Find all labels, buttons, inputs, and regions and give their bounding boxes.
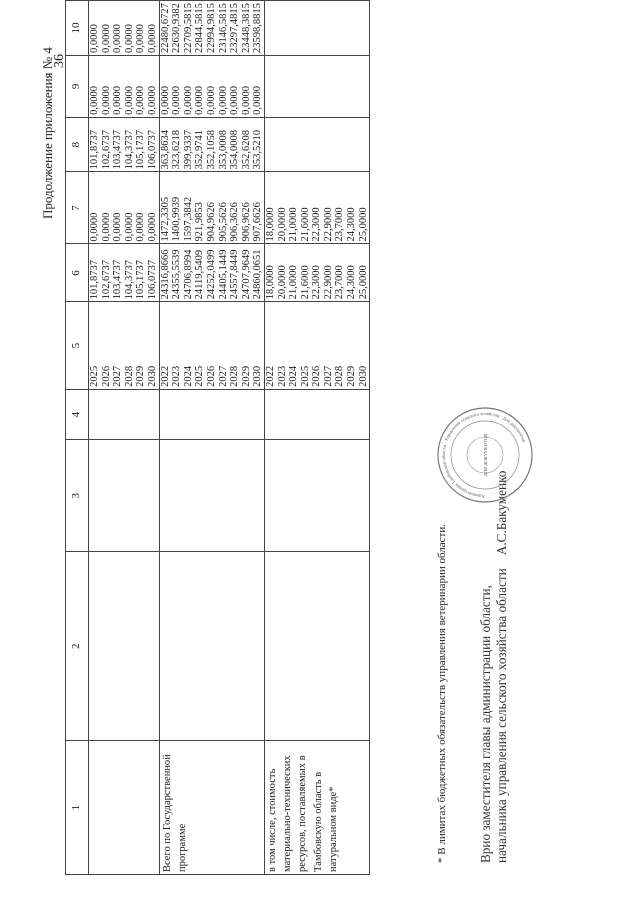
table-cell-value: 103,4737	[112, 260, 124, 300]
col2-cell	[89, 552, 160, 741]
block0-col6	[89, 244, 160, 302]
header-cell: 2	[66, 552, 89, 741]
table-cell-value: 21,0000	[288, 265, 300, 300]
table-cell-value: 105,1737	[135, 130, 147, 170]
table-cell-value: 354,0008	[229, 130, 241, 170]
table-cell-value: 20,0000	[276, 207, 288, 242]
table-cell-value: 24252,0499	[205, 249, 217, 300]
table-cell-value: 0,0000	[159, 85, 171, 115]
program-funding-table	[65, 0, 370, 875]
table-row-block2	[264, 1, 369, 875]
table-cell-value: 399,9337	[182, 130, 194, 170]
table-cell-value: 0,0000	[89, 24, 100, 53]
table-cell-value: 0,0000	[100, 212, 112, 242]
header-cell: 5	[66, 302, 89, 390]
block0-col9	[89, 55, 160, 117]
col4-cell	[89, 389, 160, 439]
table-cell-value: 2023	[276, 365, 288, 387]
table-cell-value: 0,0000	[182, 85, 194, 115]
table-cell-value: 2030	[252, 365, 264, 387]
table-cell-value: 24405,1449	[217, 249, 229, 300]
table-cell-value: 2026	[205, 365, 217, 387]
table-cell-value: 0,0000	[194, 85, 206, 115]
table-cell-value: 906,3626	[229, 202, 241, 242]
col2-cell	[264, 552, 369, 741]
table-cell-value: 0,0000	[146, 212, 158, 242]
table-cell-value: 102,6737	[100, 130, 112, 170]
table-cell-value: 0,0000	[112, 24, 124, 53]
block0-col10	[89, 1, 160, 56]
table-cell-value: 353,0008	[217, 130, 229, 170]
signature-block	[478, 471, 510, 863]
header-cell: 6	[66, 244, 89, 302]
table-cell-value: 904,9626	[205, 202, 217, 242]
table-cell-value: 104,3737	[123, 130, 135, 170]
table-cell-value: 23,7000	[334, 265, 346, 300]
table-cell-value: 0,0000	[123, 212, 135, 242]
table-cell-value: 2030	[146, 365, 158, 387]
table-cell-value: 2028	[229, 365, 241, 387]
table-cell-value: 24557,8449	[229, 249, 241, 300]
table-cell-value: 0,0000	[135, 24, 147, 53]
table-cell-value: 18,0000	[264, 265, 276, 300]
table-cell-value: 23146,5815	[217, 3, 229, 53]
block1-col7	[159, 172, 264, 244]
table-cell-value: 24,3000	[346, 207, 358, 242]
table-cell-value: 102,6737	[100, 260, 112, 300]
table-cell-value: 1597,3842	[182, 196, 194, 242]
stamp-arc-text: Администрация Тамбовской области · Управление сельского хозяйства · Для документов	[440, 410, 527, 500]
block1-col6	[159, 244, 264, 302]
table-cell-value: 907,6626	[252, 202, 264, 242]
table-cell-value: 22480,6727	[159, 3, 171, 53]
table-cell-value: 22,9000	[322, 265, 334, 300]
header-cell: 8	[66, 117, 89, 172]
col4-cell	[159, 389, 264, 439]
table-cell-value: 0,0000	[135, 212, 147, 242]
stamp-center-text: ДЛЯ ДОКУМЕНТОВ	[483, 433, 488, 477]
block1-col8	[159, 117, 264, 172]
table-cell-value: 22709,5815	[182, 3, 194, 53]
footnote: * В лимитах бюджетных обязательств управления ветеринарии области.	[436, 524, 448, 863]
block0-years	[89, 302, 160, 390]
table-cell-value: 352,9741	[194, 130, 206, 170]
block2-label: в том числе, стоимость материально-технических ресурсов, поставляемых в Тамбовскую область в натуральном виде*	[264, 741, 369, 875]
table-cell-value: 2027	[217, 365, 229, 387]
table-cell-value: 0,0000	[123, 24, 135, 53]
table-cell-value: 22,3000	[311, 265, 323, 300]
col8-cell	[264, 117, 369, 172]
table-cell-value: 106,0737	[146, 130, 158, 170]
table-cell-value: 2022	[159, 365, 171, 387]
table-cell-value: 0,0000	[146, 85, 158, 115]
table-header-row	[66, 1, 89, 875]
block1-col9	[159, 55, 264, 117]
table-cell-value: 2022	[264, 365, 276, 387]
col10-cell	[264, 1, 369, 56]
table-cell-value: 2028	[334, 365, 346, 387]
block2-years	[264, 302, 369, 390]
table-cell-value: 2026	[311, 365, 323, 387]
table-cell-value: 25,0000	[357, 207, 369, 242]
table-cell-value: 21,6000	[299, 207, 311, 242]
table-cell-value: 352,1058	[205, 130, 217, 170]
table-cell-value: 22844,5815	[194, 3, 206, 53]
block1-years	[159, 302, 264, 390]
block0-label	[89, 741, 160, 875]
page-number: 36	[52, 54, 67, 68]
table-cell-value: 0,0000	[112, 85, 124, 115]
table-cell-value: 0,0000	[252, 85, 264, 115]
table-cell-value: 101,8737	[89, 260, 100, 300]
table-cell-value: 0,0000	[171, 85, 183, 115]
table-cell-value: 2025	[89, 365, 100, 387]
table-cell-value: 1400,9939	[171, 196, 183, 242]
table-cell-value: 0,0000	[240, 85, 252, 115]
table-cell-value: 2030	[357, 365, 369, 387]
table-cell-value: 2026	[100, 365, 112, 387]
table-cell-value: 22994,9815	[205, 3, 217, 53]
header-cell: 3	[66, 440, 89, 552]
table-cell-value: 2025	[299, 365, 311, 387]
table-cell-value: 323,6218	[171, 130, 183, 170]
table-cell-value: 2029	[240, 365, 252, 387]
table-cell-value: 22630,9382	[171, 3, 183, 53]
table-cell-value: 2024	[288, 365, 300, 387]
table-cell-value: 0,0000	[229, 85, 241, 115]
col3-cell	[159, 440, 264, 552]
table-cell-value: 0,0000	[135, 85, 147, 115]
table-cell-value: 24,3000	[346, 265, 358, 300]
col4-cell	[264, 389, 369, 439]
table-cell-value: 352,6208	[240, 130, 252, 170]
appendix-note: Продолжение приложения № 4	[40, 47, 55, 219]
block1-col10	[159, 1, 264, 56]
table-cell-value: 0,0000	[217, 85, 229, 115]
signature-line-2: начальника управления сельского хозяйства области А.С.Бакуменко	[494, 470, 509, 863]
table-cell-value: 2028	[123, 365, 135, 387]
table-cell-value: 23,7000	[334, 207, 346, 242]
header-cell: 10	[66, 1, 89, 56]
table-cell-value: 0,0000	[89, 85, 100, 115]
table-cell-value: 24355,5539	[171, 249, 183, 300]
block0-col7	[89, 172, 160, 244]
block2-col6	[264, 244, 369, 302]
table-cell-value: 363,8634	[159, 130, 171, 170]
table-cell-value: 24316,8666	[159, 249, 171, 300]
header-cell: 1	[66, 741, 89, 875]
col3-cell	[264, 440, 369, 552]
table-cell-value: 921,9853	[194, 202, 206, 242]
table-cell-value: 23598,8815	[252, 3, 264, 53]
block1-label: Всего по Государственной программе	[159, 741, 264, 875]
table-cell-value: 24706,8994	[182, 249, 194, 300]
table-cell-value: 0,0000	[100, 24, 112, 53]
table-cell-value: 0,0000	[100, 85, 112, 115]
table-cell-value: 2029	[135, 365, 147, 387]
table-cell-value: 2027	[322, 365, 334, 387]
header-cell: 7	[66, 172, 89, 244]
table-cell-value: 21,6000	[299, 265, 311, 300]
table-cell-value: 22,9000	[322, 207, 334, 242]
table-cell-value: 20,0000	[276, 265, 288, 300]
table-cell-value: 25,0000	[357, 265, 369, 300]
table-cell-value: 21,0000	[288, 207, 300, 242]
table-cell-value: 24707,9649	[240, 249, 252, 300]
table-cell-value: 24860,0651	[252, 249, 264, 300]
table-cell-value: 2027	[112, 365, 124, 387]
table-cell-value: 2029	[346, 365, 358, 387]
table-cell-value: 2023	[171, 365, 183, 387]
table-cell-value: 103,4737	[112, 130, 124, 170]
table-cell-value: 2024	[182, 365, 194, 387]
table-cell-value: 1472,3305	[159, 196, 171, 242]
block0-col8	[89, 117, 160, 172]
col3-cell	[89, 440, 160, 552]
table-cell-value: 104,3737	[123, 260, 135, 300]
table-cell-value: 23448,3815	[240, 3, 252, 53]
col2-cell	[159, 552, 264, 741]
table-cell-value: 0,0000	[112, 212, 124, 242]
header-cell: 9	[66, 55, 89, 117]
table-cell-value: 101,8737	[89, 130, 100, 170]
table-cell-value: 23297,4815	[229, 3, 241, 53]
table-cell-value: 0,0000	[123, 85, 135, 115]
header-cell: 4	[66, 389, 89, 439]
table-cell-value: 0,0000	[205, 85, 217, 115]
table-cell-value: 353,5210	[252, 130, 264, 170]
block2-col7	[264, 172, 369, 244]
table-cell-value: 905,5626	[217, 202, 229, 242]
table-cell-value: 22,3000	[311, 207, 323, 242]
signature-line-1: Врио заместителя главы администрации области,	[478, 585, 493, 863]
col9-cell	[264, 55, 369, 117]
table-cell-value: 105,1737	[135, 260, 147, 300]
table-cell-value: 106,0737	[146, 260, 158, 300]
table-cell-value: 906,9626	[240, 202, 252, 242]
table-row-block1	[159, 1, 264, 875]
table-cell-value: 0,0000	[146, 24, 158, 53]
table-cell-value: 0,0000	[89, 212, 100, 242]
table-cell-value: 2025	[194, 365, 206, 387]
table-row-block0	[89, 1, 160, 875]
table-cell-value: 24119,5409	[194, 249, 206, 300]
official-stamp	[435, 405, 535, 505]
table-cell-value: 18,0000	[264, 207, 276, 242]
